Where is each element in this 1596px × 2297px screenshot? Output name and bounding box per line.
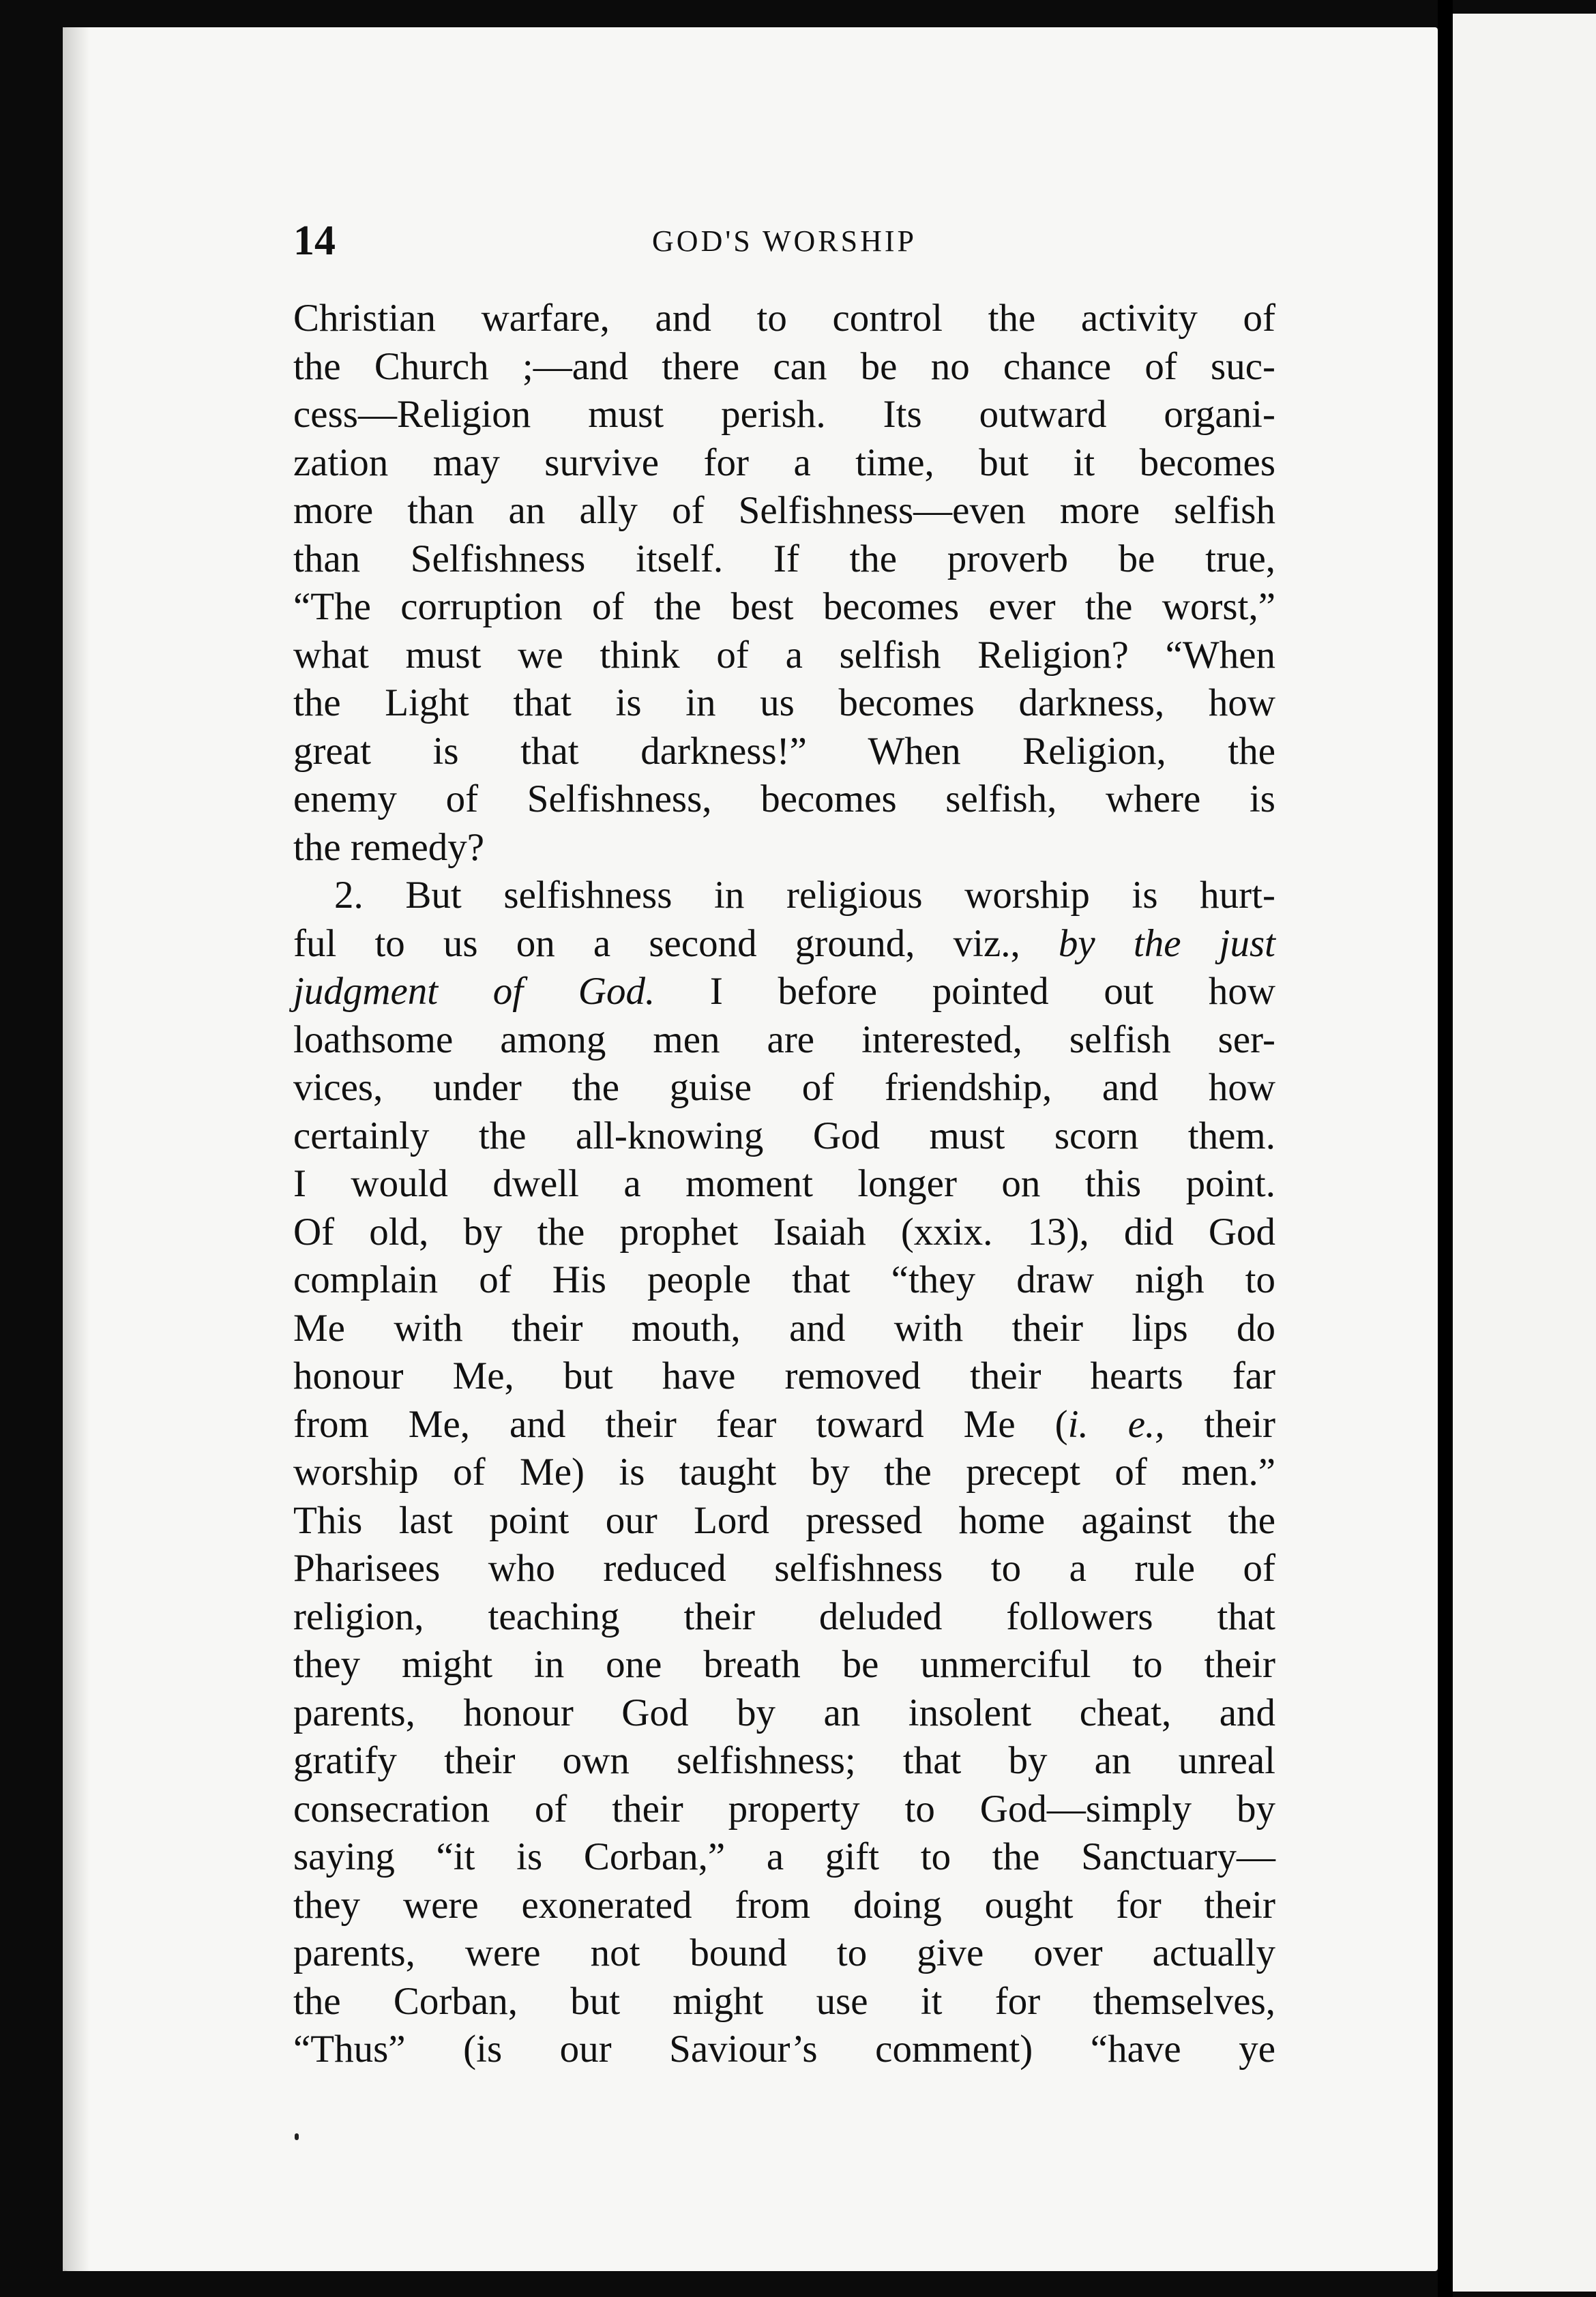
text-line: parents, were not bound to give over actually [293,1931,1275,1974]
text-line: more than an ally of Selfishness—even more selfish [293,489,1275,532]
text-line: enemy of Selfishness, becomes selfish, where is [293,777,1275,820]
page-edge-shadow [63,27,90,2271]
text-line: worship of Me) is taught by the precept of men.” [293,1451,1275,1494]
text-line: saying “it is Corban,” a gift to the Sanctuary— [293,1835,1275,1878]
page-header [293,217,1275,265]
text-line: they might in one breath be unmerciful to their [293,1643,1275,1686]
text-line: Of old, by the prophet Isaiah (xxix. 13), did God [293,1210,1275,1254]
text-line: “Thus” (is our Saviour’s comment) “have ye [293,2028,1275,2071]
facing-page-edge [1451,14,1596,2292]
body-text [293,295,1275,2074]
text-line: the Light that is in us becomes darkness, how [293,681,1275,724]
text-line: great is that darkness!” When Religion, the [293,729,1275,773]
text-line: vices, under the guise of friendship, and how [293,1066,1275,1109]
text-line: the Church ;—and there can be no chance of suc- [293,344,1275,388]
book-gutter [1438,0,1453,2297]
italic-phrase: i. e., [1067,1402,1165,1446]
text-line-mixed [293,1401,1275,1449]
text-line: zation may survive for a time, but it becomes [293,441,1275,484]
text-segment: from Me, and their fear toward Me ( [293,1402,1068,1446]
text-line: “The corruption of the best becomes ever the worst,” [293,585,1275,628]
text-line: complain of His people that “they draw nigh to [293,1258,1275,1301]
text-line: I would dwell a moment longer on this point. [293,1162,1275,1205]
text-line: honour Me, but have removed their hearts far [293,1354,1275,1397]
italic-phrase: judgment of God. [293,970,655,1013]
text-line: than Selfishness itself. If the proverb be true, [293,537,1275,580]
text-line: Pharisees who reduced selfishness to a rule of [293,1547,1275,1590]
italic-phrase: by the just [1058,921,1275,965]
text-line: Me with their mouth, and with their lips do [293,1306,1275,1350]
text-line: loathsome among men are interested, selfish ser- [293,1018,1275,1061]
text-line: gratify their own selfishness; that by an unreal [293,1739,1275,1782]
text-line: 2. But selfishness in religious worship is hurt- [334,874,1275,917]
text-line: certainly the all-knowing God must scorn them. [293,1114,1275,1157]
running-title: GOD'S WORSHIP [652,224,917,258]
text-line: the Corban, but might use it for themselves, [293,1979,1275,2023]
text-line: Christian warfare, and to control the activity of [293,297,1275,340]
text-line: they were exonerated from doing ought for their [293,1883,1275,1927]
text-segment: their [1164,1402,1276,1446]
text-line: the remedy? [293,825,485,869]
text-line-mixed [293,968,1275,1016]
text-line: parents, honour God by an insolent cheat, and [293,1691,1275,1734]
text-line: This last point our Lord pressed home against the [293,1498,1275,1542]
text-segment: ful to us on a second ground, viz., [293,921,1059,965]
text-line-mixed [293,920,1275,968]
ink-speck [295,2133,299,2140]
text-line: religion, teaching their deluded followers that [293,1595,1275,1638]
text-line: cess—Religion must perish. Its outward organi- [293,393,1275,436]
text-line: consecration of their property to God—simply by [293,1787,1275,1831]
text-line: what must we think of a selfish Religion? “When [293,633,1275,677]
text-segment: I before pointed out how [655,970,1275,1013]
page-number: 14 [293,218,336,264]
